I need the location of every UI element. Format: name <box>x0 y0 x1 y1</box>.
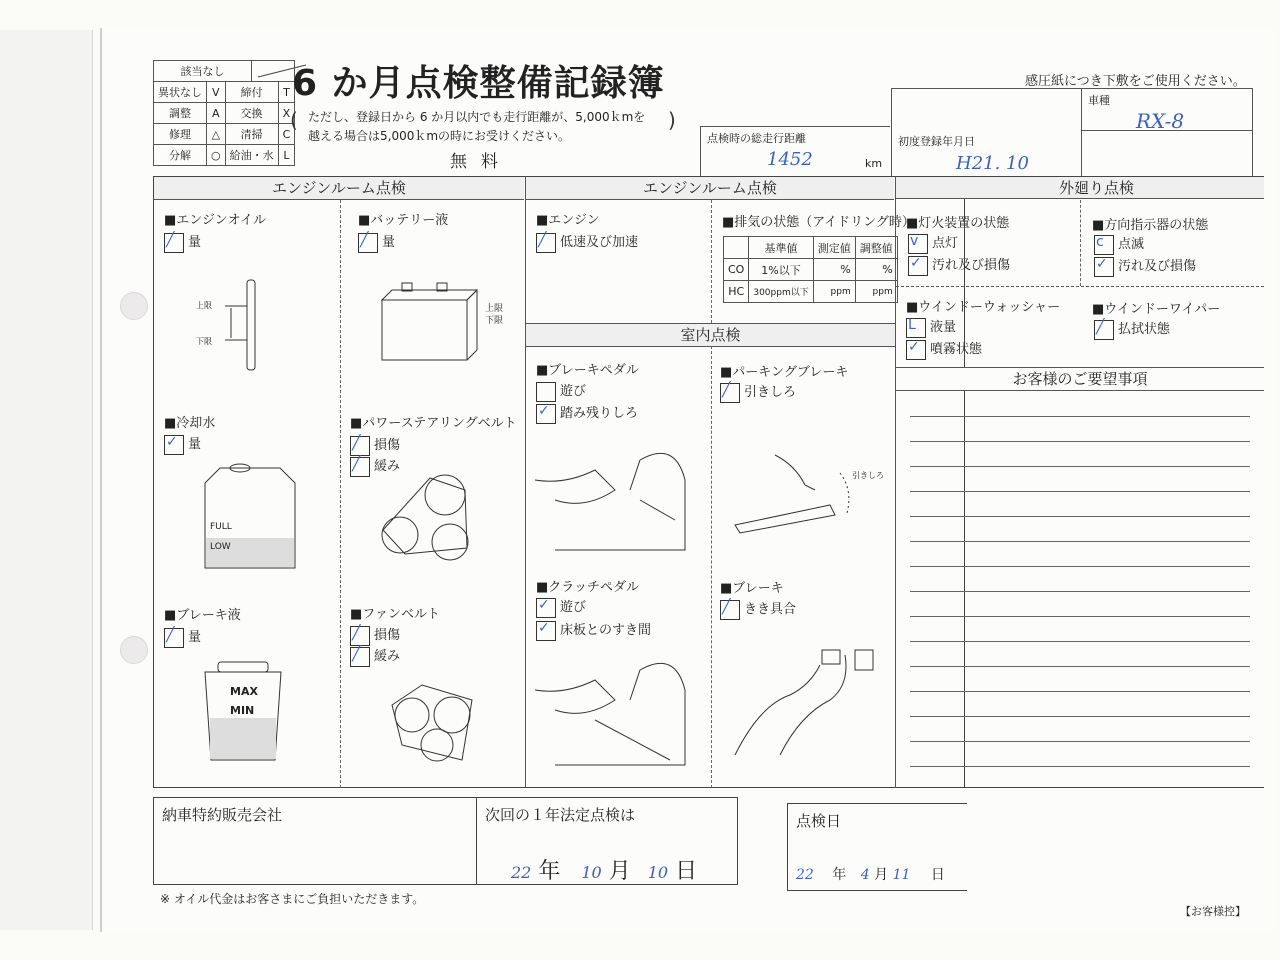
item-label: 損傷 <box>374 438 401 453</box>
coolant-qty[interactable] <box>164 433 201 455</box>
bracket-left: ( <box>290 108 298 132</box>
item-label: 低速及び加速 <box>560 235 639 250</box>
legend-label: 異状なし <box>154 82 207 103</box>
parking-brake-title: ■パーキングブレーキ <box>720 365 849 380</box>
fan-belt-slack[interactable] <box>350 645 400 667</box>
next-month: 10 <box>581 863 602 882</box>
brake-effectiveness[interactable] <box>720 598 796 620</box>
item-label: 汚れ及び損傷 <box>1118 259 1197 274</box>
next-inspection-date[interactable] <box>511 854 697 885</box>
next-inspection-box <box>476 797 738 885</box>
lower-label: 下限 <box>196 337 212 346</box>
inspection-date[interactable] <box>796 864 945 884</box>
legend-symbol: A <box>207 103 226 124</box>
exhaust-table <box>723 236 898 303</box>
request-line[interactable] <box>910 666 1250 667</box>
upper-label: 上限 <box>196 301 212 310</box>
clutch-title: ■クラッチペダル <box>536 580 640 595</box>
lights-dirt[interactable] <box>908 254 1010 276</box>
request-line[interactable] <box>910 441 1250 442</box>
first-reg-box <box>891 88 1081 176</box>
legend-label: 修理 <box>154 124 207 145</box>
request-line[interactable] <box>910 416 1250 417</box>
legend-symbol: T <box>278 82 295 103</box>
month-unit: 月 <box>874 867 889 883</box>
lights-on[interactable] <box>908 232 958 254</box>
item-label: 量 <box>188 630 202 645</box>
legend-symbol: V <box>207 82 226 103</box>
low-label: LOW <box>210 542 231 552</box>
divider <box>711 200 712 323</box>
item-label: 汚れ及び損傷 <box>932 258 1011 273</box>
upper-label: 上限 <box>485 304 504 314</box>
exhaust-header: 基準値 <box>749 237 813 259</box>
request-line[interactable] <box>910 466 1250 467</box>
checkbox[interactable]: ╱ <box>164 628 184 648</box>
checkbox[interactable]: ╱ <box>1094 320 1114 340</box>
fan-belt-illustration <box>382 675 477 765</box>
month-unit: 月 <box>608 859 631 884</box>
washer-spray[interactable] <box>906 338 982 360</box>
free-label: 無料 <box>450 152 512 172</box>
divider <box>340 200 341 788</box>
engine-title: ■エンジン <box>536 213 600 228</box>
battery-title: ■バッテリー液 <box>358 213 449 228</box>
footnote: ※ オイル代金はお客さまにご負担いただきます。 <box>160 892 425 906</box>
checkbox[interactable]: ✓ <box>1094 257 1114 277</box>
checkbox[interactable]: ✓ <box>164 435 184 455</box>
coolant-title: ■冷却水 <box>164 416 216 431</box>
ps-belt-damage[interactable] <box>350 434 400 456</box>
legend-symbol: X <box>278 103 295 124</box>
parking-brake-illustration <box>735 445 885 535</box>
brake-test-illustration <box>730 645 880 765</box>
legend-symbol: ○ <box>207 145 226 166</box>
exhaust-cell[interactable]: ppm <box>813 281 855 303</box>
next-day: 10 <box>647 863 669 882</box>
item-label: 損傷 <box>374 628 401 643</box>
divider <box>896 286 1264 287</box>
brake-pedal-reserve[interactable] <box>536 402 638 424</box>
punch-hole <box>120 292 148 320</box>
checkbox[interactable]: ╱ <box>350 626 370 646</box>
item-label: きき具合 <box>744 602 797 617</box>
clutch-play[interactable] <box>536 596 586 618</box>
request-line[interactable] <box>910 716 1250 717</box>
request-line[interactable] <box>910 641 1250 642</box>
brake-title: ■ブレーキ <box>720 581 784 596</box>
request-line[interactable] <box>910 566 1250 567</box>
section-exterior: 外廻り点検 <box>896 177 1264 199</box>
travel-label: 引きしろ <box>852 471 884 480</box>
year-unit: 年 <box>832 867 847 883</box>
fan-belt-damage[interactable] <box>350 624 400 646</box>
full-label: FULL <box>210 522 232 532</box>
item-label: 遊び <box>560 600 587 615</box>
legend-symbol: L <box>278 145 295 166</box>
checkbox[interactable]: ✓ <box>906 340 926 360</box>
brake-fluid-qty[interactable] <box>164 626 201 648</box>
legend-label: 締付 <box>225 82 278 103</box>
min-label: MIN <box>230 704 255 717</box>
inspect-month: 4 <box>860 867 870 883</box>
dipstick-illustration <box>195 270 275 380</box>
checkbox[interactable]: L <box>906 318 926 338</box>
next-year: 22 <box>511 863 532 882</box>
inspection-date-box <box>787 803 967 891</box>
checkbox[interactable]: ╱ <box>720 600 740 620</box>
item-label: 点灯 <box>932 236 959 251</box>
note-line: ただし、登録日から 6 か月以内でも走行距離が、5,000ｋmを <box>308 110 646 124</box>
item-label: 量 <box>382 235 396 250</box>
brake-fluid-title: ■ブレーキ液 <box>164 608 241 623</box>
copy-label: 【お客様控】 <box>1180 905 1246 918</box>
lower-label: 下限 <box>485 316 504 326</box>
checkbox[interactable]: ✓ <box>908 256 928 276</box>
brake-pedal-illustration <box>535 440 705 555</box>
exhaust-cell: 1%以下 <box>749 259 813 281</box>
checkbox[interactable]: c <box>1094 235 1114 255</box>
checkbox[interactable]: ╱ <box>536 233 556 253</box>
exhaust-cell[interactable]: % <box>855 259 897 281</box>
checkbox[interactable]: ╱ <box>350 436 370 456</box>
exhaust-header: 調整値 <box>855 237 897 259</box>
first-reg-label: 初度登録年月日 <box>898 135 975 148</box>
legend-label: 交換 <box>225 103 278 124</box>
item-label: 噴霧状態 <box>930 342 983 357</box>
coolant-tank-illustration <box>200 458 300 578</box>
request-line[interactable] <box>910 691 1250 692</box>
legend-label: 分解 <box>154 145 207 166</box>
legend-symbol: C <box>278 124 295 145</box>
exhaust-cell: 300ppm以下 <box>749 281 813 303</box>
request-line[interactable] <box>910 491 1250 492</box>
item-label: 引きしろ <box>744 385 797 400</box>
washer-title: ■ウインドーウォッシャー <box>906 300 1061 315</box>
legend-label: 給油・水 <box>225 145 278 166</box>
mileage-box <box>700 126 890 176</box>
item-label: 遊び <box>560 384 587 399</box>
exhaust-cell[interactable]: ppm <box>855 281 897 303</box>
first-reg-value: H21. 10 <box>956 153 1029 174</box>
checkbox[interactable]: ✓ <box>536 621 556 641</box>
exhaust-header: 測定値 <box>813 237 855 259</box>
item-label: 踏み残りしろ <box>560 406 639 421</box>
brake-pedal-title: ■ブレーキペダル <box>536 363 639 378</box>
request-line[interactable] <box>910 516 1250 517</box>
divider <box>711 346 712 788</box>
pressure-note: 感圧紙につき下敷をご使用ください。 <box>1025 74 1246 89</box>
max-label: MAX <box>230 685 258 698</box>
note <box>308 108 645 146</box>
indicators-title: ■方向指示器の状態 <box>1092 218 1209 233</box>
exhaust-cell: HC <box>724 281 749 303</box>
indicators-blink[interactable] <box>1094 233 1144 255</box>
request-line[interactable] <box>910 591 1250 592</box>
page-title: 6 か月点検整備記録簿 <box>292 63 665 104</box>
mileage-label: 点検時の総走行距離 <box>707 132 806 145</box>
note-line: 越える場合は5,000ｋmの時にお受けください。 <box>308 129 571 143</box>
model-box <box>1081 88 1253 176</box>
dealer-box[interactable] <box>153 797 477 885</box>
request-line[interactable] <box>910 616 1250 617</box>
divider <box>525 176 526 788</box>
washer-level[interactable] <box>906 316 956 338</box>
request-line[interactable] <box>910 766 1250 767</box>
item-label: 量 <box>188 235 202 250</box>
checkbox[interactable] <box>536 382 556 402</box>
legend-label: 清掃 <box>225 124 278 145</box>
item-label: 量 <box>188 437 202 452</box>
fan-belt-title: ■ファンベルト <box>350 607 441 622</box>
request-line[interactable] <box>910 541 1250 542</box>
request-line[interactable] <box>910 741 1250 742</box>
item-label: 床板とのすき間 <box>560 623 652 638</box>
section-engine-room-1: エンジンルーム点検 <box>154 177 524 200</box>
mileage-value: 1452 <box>767 149 813 170</box>
model-label: 車種 <box>1088 94 1110 107</box>
clutch-floor-gap[interactable] <box>536 619 651 641</box>
ps-belt-title: ■パワーステアリングベルト <box>350 416 517 431</box>
section-interior: 室内点検 <box>526 323 895 347</box>
exhaust-title: ■排気の状態（アイドリング時） <box>722 215 915 230</box>
day-unit: 日 <box>930 867 945 883</box>
item-label: 緩み <box>374 649 401 664</box>
model-value: RX-8 <box>1136 109 1185 133</box>
divider <box>1081 130 1253 131</box>
year-unit: 年 <box>538 859 561 884</box>
checkbox[interactable]: ╱ <box>358 233 378 253</box>
checkbox[interactable]: v <box>908 234 928 254</box>
checkbox[interactable]: ╱ <box>350 647 370 667</box>
inspect-day: 11 <box>892 867 911 883</box>
inspection-date-label: 点検日 <box>796 812 842 830</box>
wiper-wipe[interactable] <box>1094 318 1170 340</box>
checkbox[interactable]: ╱ <box>720 383 740 403</box>
item-label: 払拭状態 <box>1118 322 1171 337</box>
day-unit: 日 <box>675 859 698 884</box>
engine-acceleration[interactable] <box>536 231 638 253</box>
item-label: 緩み <box>374 459 401 474</box>
checkbox[interactable]: ╱ <box>350 457 370 477</box>
wiper-title: ■ウインドーワイパー <box>1092 302 1221 317</box>
left-page-edge <box>0 30 93 930</box>
checkbox[interactable]: ╱ <box>164 233 184 253</box>
divider <box>1080 200 1081 286</box>
item-label: 液量 <box>930 320 957 335</box>
lights-title: ■灯火装置の状態 <box>906 216 1010 231</box>
section-engine-room-2: エンジンルーム点検 <box>526 177 894 200</box>
belt-illustration <box>375 470 485 565</box>
battery-qty[interactable] <box>358 231 395 253</box>
legend-header: 該当なし <box>154 61 252 82</box>
punch-hole <box>120 636 148 664</box>
legend-table <box>153 60 295 166</box>
engine-oil-qty[interactable] <box>164 231 201 253</box>
exhaust-cell[interactable]: % <box>813 259 855 281</box>
legend-label: 調整 <box>154 103 207 124</box>
item-label: 点滅 <box>1118 237 1145 252</box>
dealer-label: 納車特約販売会社 <box>162 806 283 824</box>
brake-pedal-play[interactable] <box>536 380 586 402</box>
mileage-unit: km <box>865 157 883 170</box>
indicators-dirt[interactable] <box>1094 255 1196 277</box>
checkbox[interactable]: ✓ <box>536 404 556 424</box>
legend-symbol: △ <box>207 124 226 145</box>
section-requests: お客様のご要望事項 <box>896 368 1264 391</box>
next-inspection-label: 次回の１年法定点検は <box>485 806 636 824</box>
parking-brake-travel[interactable] <box>720 381 796 403</box>
clutch-pedal-illustration <box>535 650 705 770</box>
battery-illustration <box>372 275 492 365</box>
bracket-right: ) <box>668 108 676 132</box>
checkbox[interactable]: ✓ <box>536 598 556 618</box>
engine-oil-title: ■エンジンオイル <box>164 213 266 228</box>
exhaust-header <box>724 237 749 259</box>
inspect-year: 22 <box>796 867 814 883</box>
exhaust-cell: CO <box>724 259 749 281</box>
